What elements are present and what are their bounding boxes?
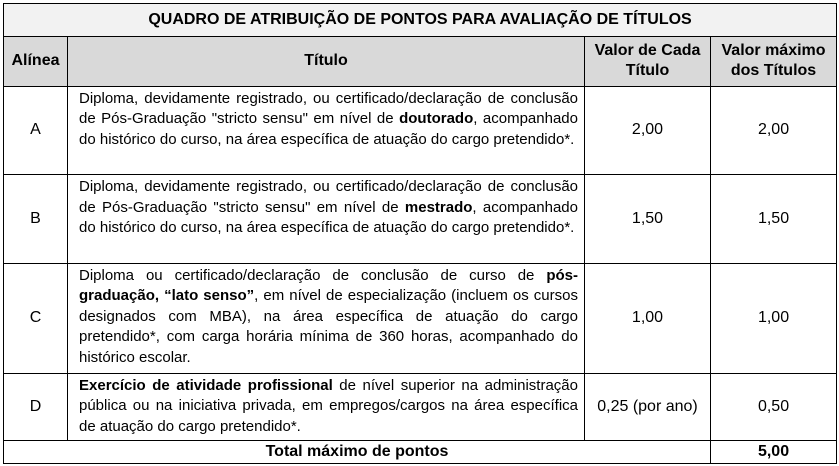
header-valor-cada-line1: Valor de Cada [594,42,701,60]
row-text-bold: pós-graduação, “lato senso” [79,266,578,305]
header-valor-cada-line2: Título [625,62,670,80]
row-text-pre: Diploma, devidamente registrado, ou certificado/declaração de conclusão de Pós-Graduação "stricto sensu" em nível de [79,178,578,216]
row-alinea: C [4,263,68,373]
row-titulo [68,373,585,440]
header-valor-max-line1: Valor máximo [721,42,826,60]
row-text-bold: doutorado [399,110,474,128]
row-titulo [68,263,585,373]
row-valor-cada: 0,25 (por ano) [585,373,711,440]
table-title-row [4,4,837,37]
header-row [4,37,837,86]
total-row [4,440,837,463]
row-alinea: A [4,86,68,175]
row-text-bold: Exercício de atividade profissional [79,376,333,394]
row-text-pre: Diploma, devidamente registrado, ou certificado/declaração de conclusão de Pós-Graduação "stricto sensu" em nível de [79,89,578,128]
row-text-post: , acompanhado do histórico do curso, na área específica de atuação do cargo pretendido*. [79,110,578,148]
table-row [4,175,837,264]
header-valor-max-line2: dos Títulos [730,62,817,80]
row-valor-max: 0,50 [711,373,837,440]
row-titulo [68,175,585,264]
row-text-post: , acompanhado do histórico do curso, na área específica de atuação do cargo pretendido*. [79,198,578,237]
row-valor-cada: 1,00 [585,263,711,373]
row-valor-cada: 2,00 [585,86,711,175]
row-text-post: de nível superior na administração pública ou na iniciativa privada, em empregos/cargos na área específica de atuação do cargo pretendido*. [79,376,578,435]
table-row [4,263,837,373]
total-label: Total máximo de pontos [4,440,711,463]
points-table [3,3,837,464]
table-row [4,86,837,175]
table-row [4,373,837,440]
row-alinea: B [4,175,68,264]
table-title: QUADRO DE ATRIBUIÇÃO DE PONTOS PARA AVALIAÇÃO DE TÍTULOS [4,4,837,37]
header-valor-max [711,37,837,86]
row-titulo [68,86,585,175]
row-valor-max: 1,50 [711,175,837,264]
row-text-post: , em nível de especialização (incluem os cursos designados com MBA), na área específica de atuação do cargo pretendido*, com carga horária mínima de 360 horas, acompanhado do histórico escolar. [79,287,578,366]
total-value: 5,00 [711,440,837,463]
row-valor-max: 2,00 [711,86,837,175]
header-titulo: Título [68,37,585,86]
row-text-pre: Diploma ou certificado/declaração de conclusão de curso de [79,266,547,284]
header-valor-cada [585,37,711,86]
header-alinea: Alínea [4,37,68,86]
row-valor-max: 1,00 [711,263,837,373]
row-alinea: D [4,373,68,440]
row-text-bold: mestrado [404,198,473,216]
row-valor-cada: 1,50 [585,175,711,264]
